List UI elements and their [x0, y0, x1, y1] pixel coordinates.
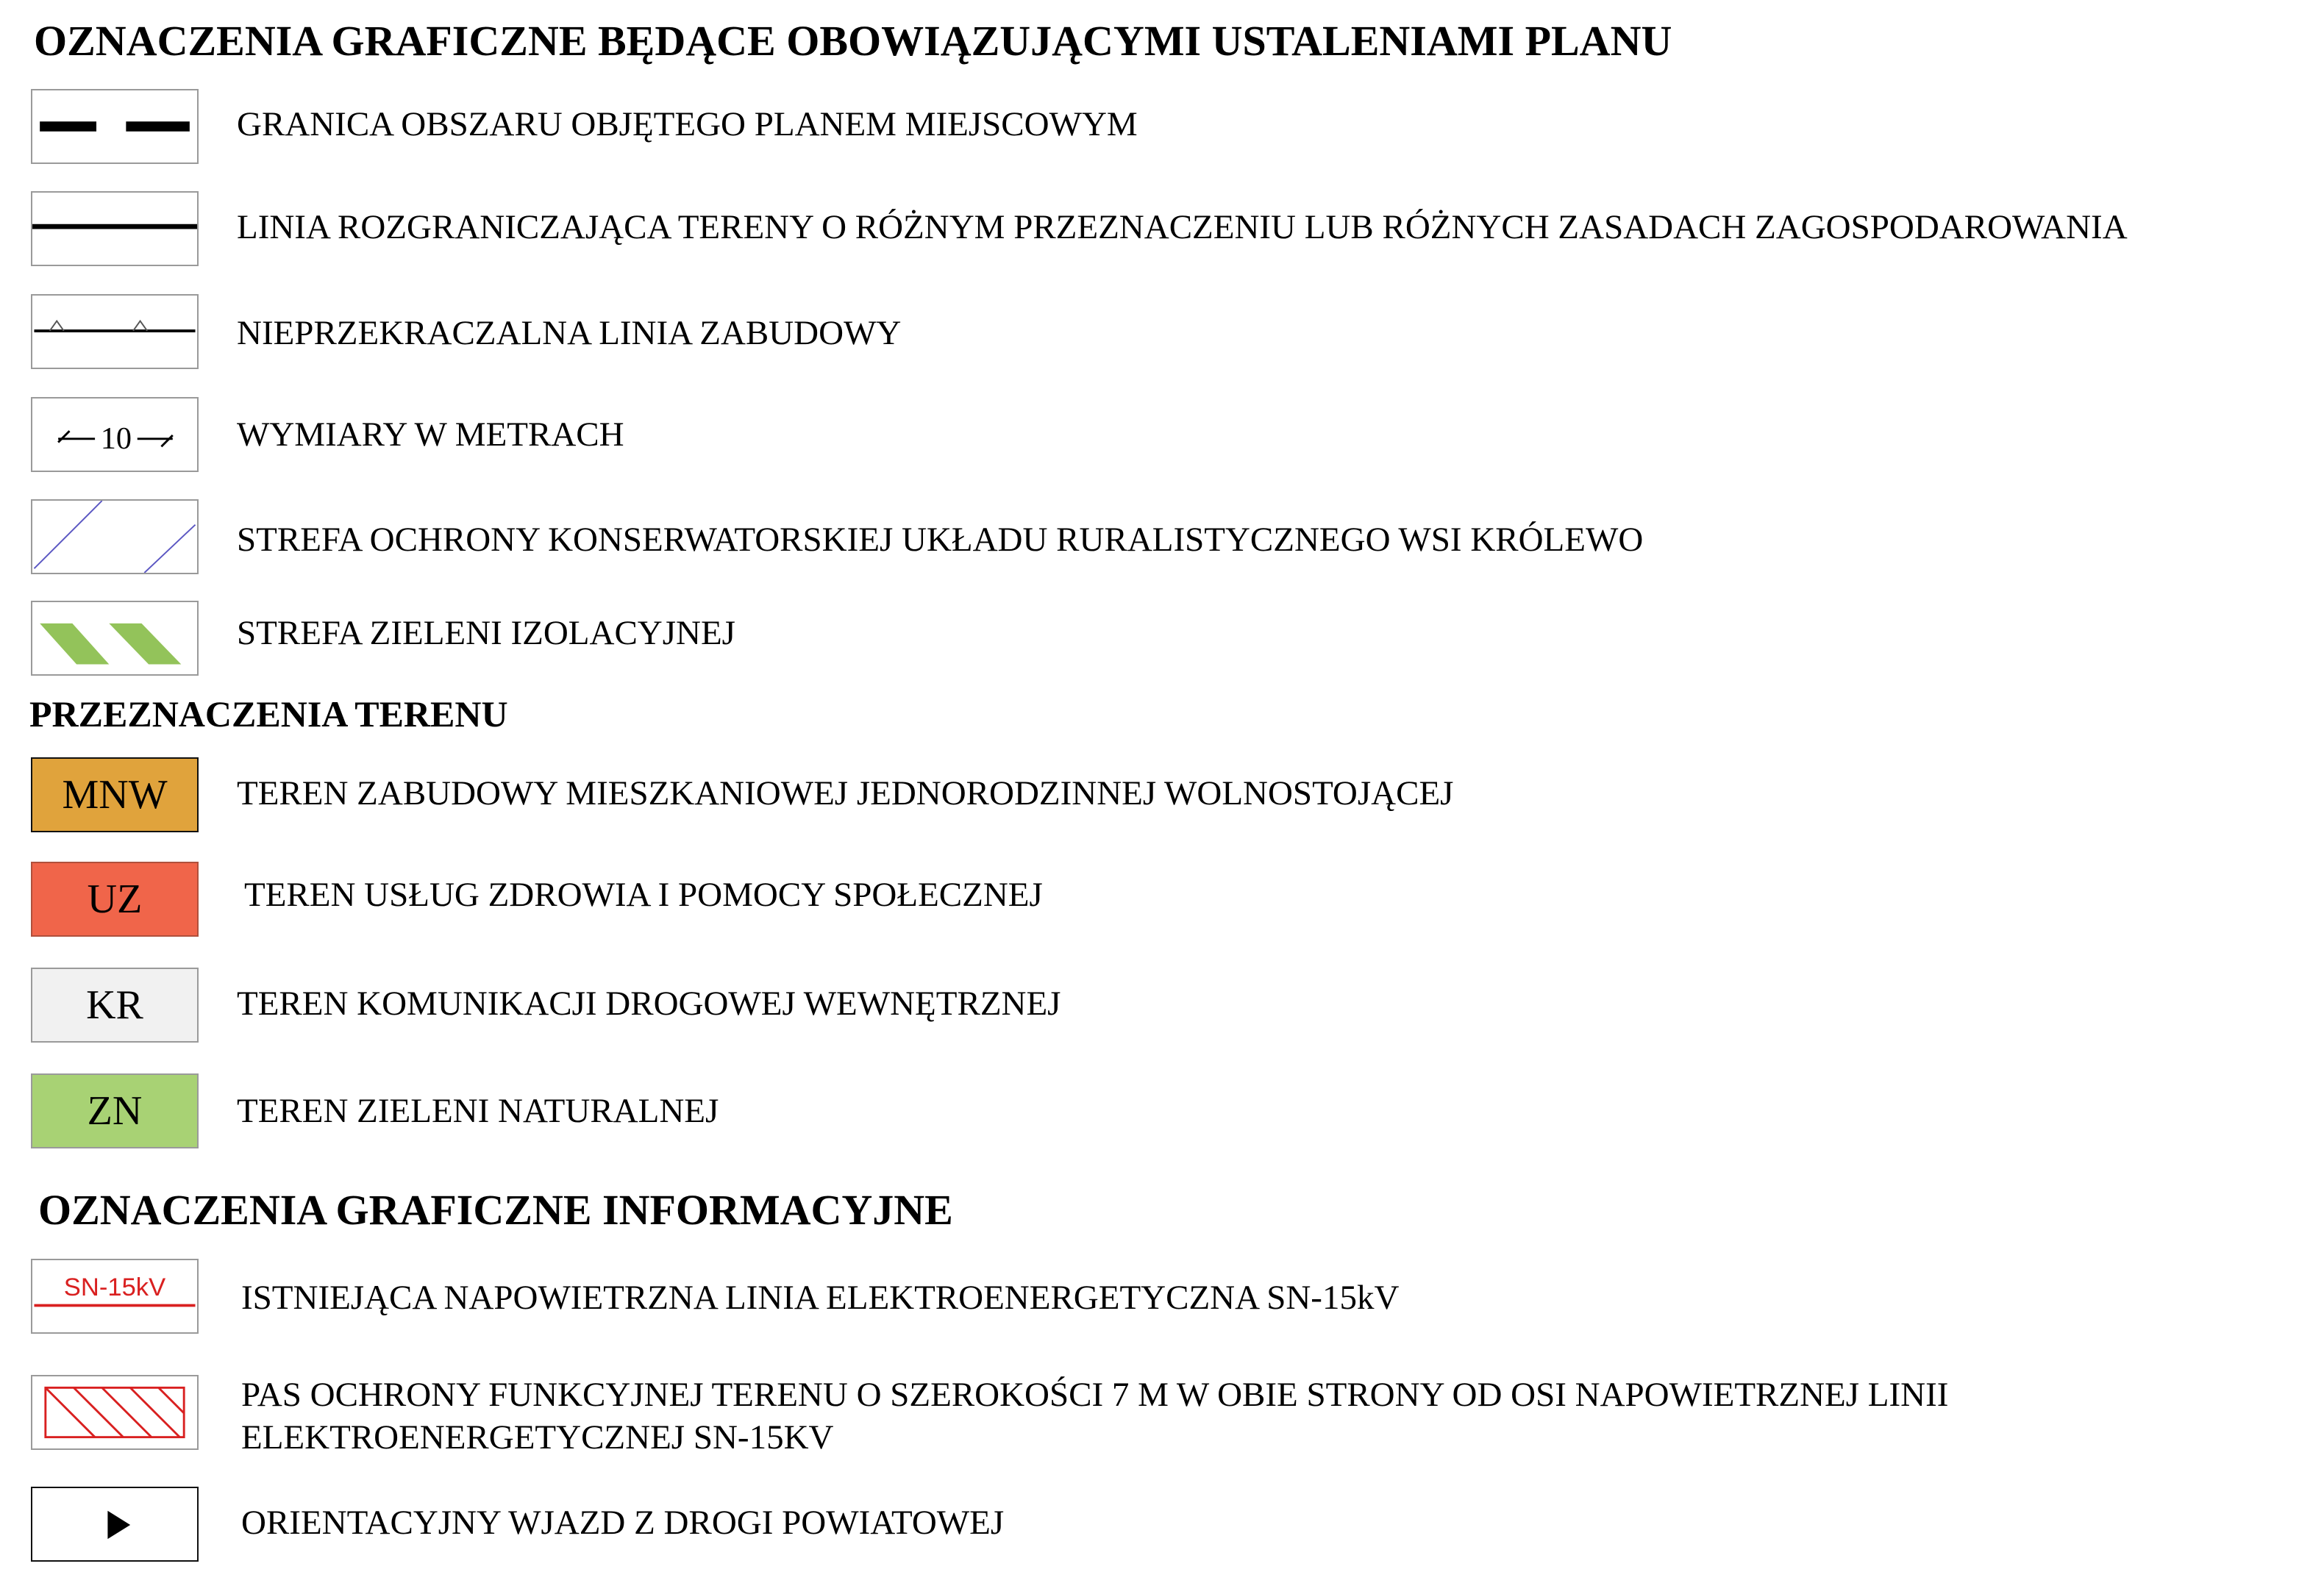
conservation-zone-icon: [32, 501, 197, 573]
legend-label-entrance: ORIENTACYJNY WJAZD Z DROGI POWIATOWEJ: [241, 1504, 1005, 1542]
legend-label-conservation-zone: STREFA OCHRONY KONSERWATORSKIEJ UKŁADU RURALISTYCZNEGO WSI KRÓLEWO: [237, 521, 1644, 559]
legend-label-boundary: GRANICA OBSZARU OBJĘTEGO PLANEM MIEJSCOWYM: [237, 105, 1138, 143]
land-use-code-mnw: MNW: [62, 772, 168, 818]
legend-label-dimensions: WYMIARY W METRACH: [237, 415, 624, 454]
land-use-code-uz: UZ: [87, 876, 143, 922]
legend-symbol-conservation-zone: [31, 499, 199, 574]
protection-strip-icon: [32, 1376, 197, 1448]
power-line-icon: [32, 1260, 197, 1332]
dimension-value: 10: [100, 421, 132, 457]
dashed-boundary-line-icon: [32, 90, 197, 162]
land-use-code-kr: KR: [86, 982, 143, 1028]
heading-binding: OZNACZENIA GRAFICZNE BĘDĄCE OBOWIĄZUJĄCYMI USTALENIAMI PLANU: [34, 17, 1672, 65]
green-buffer-zone-icon: [32, 602, 197, 674]
legend-symbol-boundary: [31, 89, 199, 164]
legend-symbol-power-line: [31, 1259, 199, 1334]
legend-label-uz: TEREN USŁUG ZDROWIA I POMOCY SPOŁECZNEJ: [244, 876, 1043, 914]
legend-label-mnw: TEREN ZABUDOWY MIESZKANIOWEJ JEDNORODZINNEJ WOLNOSTOJĄCEJ: [237, 774, 1454, 812]
legend-swatch-uz: [31, 862, 199, 937]
legend-label-building-line: NIEPRZEKRACZALNA LINIA ZABUDOWY: [237, 314, 902, 352]
legend-symbol-entrance: [31, 1487, 199, 1562]
legend-symbol-protection-strip: [31, 1375, 199, 1450]
heading-land-use: PRZEZNACZENIA TERENU: [29, 693, 508, 735]
land-use-code-zn: ZN: [87, 1088, 143, 1134]
legend-symbol-dimensions: [31, 397, 199, 472]
dimension-icon: [32, 399, 197, 471]
legend-label-zn: TEREN ZIELENI NATURALNEJ: [237, 1092, 719, 1130]
legend-label-protection-strip: PAS OCHRONY FUNKCYJNEJ TERENU O SZEROKOŚCI 7 M W OBIE STRONY OD OSI NAPOWIETRZNEJ LINII ELEKTROENERGETYCZNEJ SN-15KV: [241, 1376, 1949, 1457]
legend-label-dividing-line: LINIA ROZGRANICZAJĄCA TERENY O RÓŻNYM PRZEZNACZENIU LUB RÓŻNYCH ZASADACH ZAGOSPODAROWANIA: [237, 208, 2128, 246]
legend-symbol-green-buffer: [31, 601, 199, 676]
legend-swatch-kr: [31, 968, 199, 1043]
legend-label-power-line: ISTNIEJĄCA NAPOWIETRZNA LINIA ELEKTROENERGETYCZNA SN-15kV: [241, 1279, 1400, 1317]
solid-dividing-line-icon: [32, 193, 197, 265]
legend-swatch-mnw: [31, 757, 199, 832]
legend-symbol-building-line: [31, 294, 199, 369]
legend-swatch-zn: [31, 1073, 199, 1148]
legend-label-kr: TEREN KOMUNIKACJI DROGOWEJ WEWNĘTRZNEJ: [237, 985, 1061, 1023]
legend-symbol-dividing-line: [31, 191, 199, 266]
building-line-icon: [32, 296, 197, 368]
heading-info: OZNACZENIA GRAFICZNE INFORMACYJNE: [38, 1186, 953, 1234]
entrance-arrow-icon: [32, 1488, 197, 1560]
power-line-tag: SN-15kV: [63, 1273, 166, 1302]
legend-label-green-buffer: STREFA ZIELENI IZOLACYJNEJ: [237, 614, 735, 652]
